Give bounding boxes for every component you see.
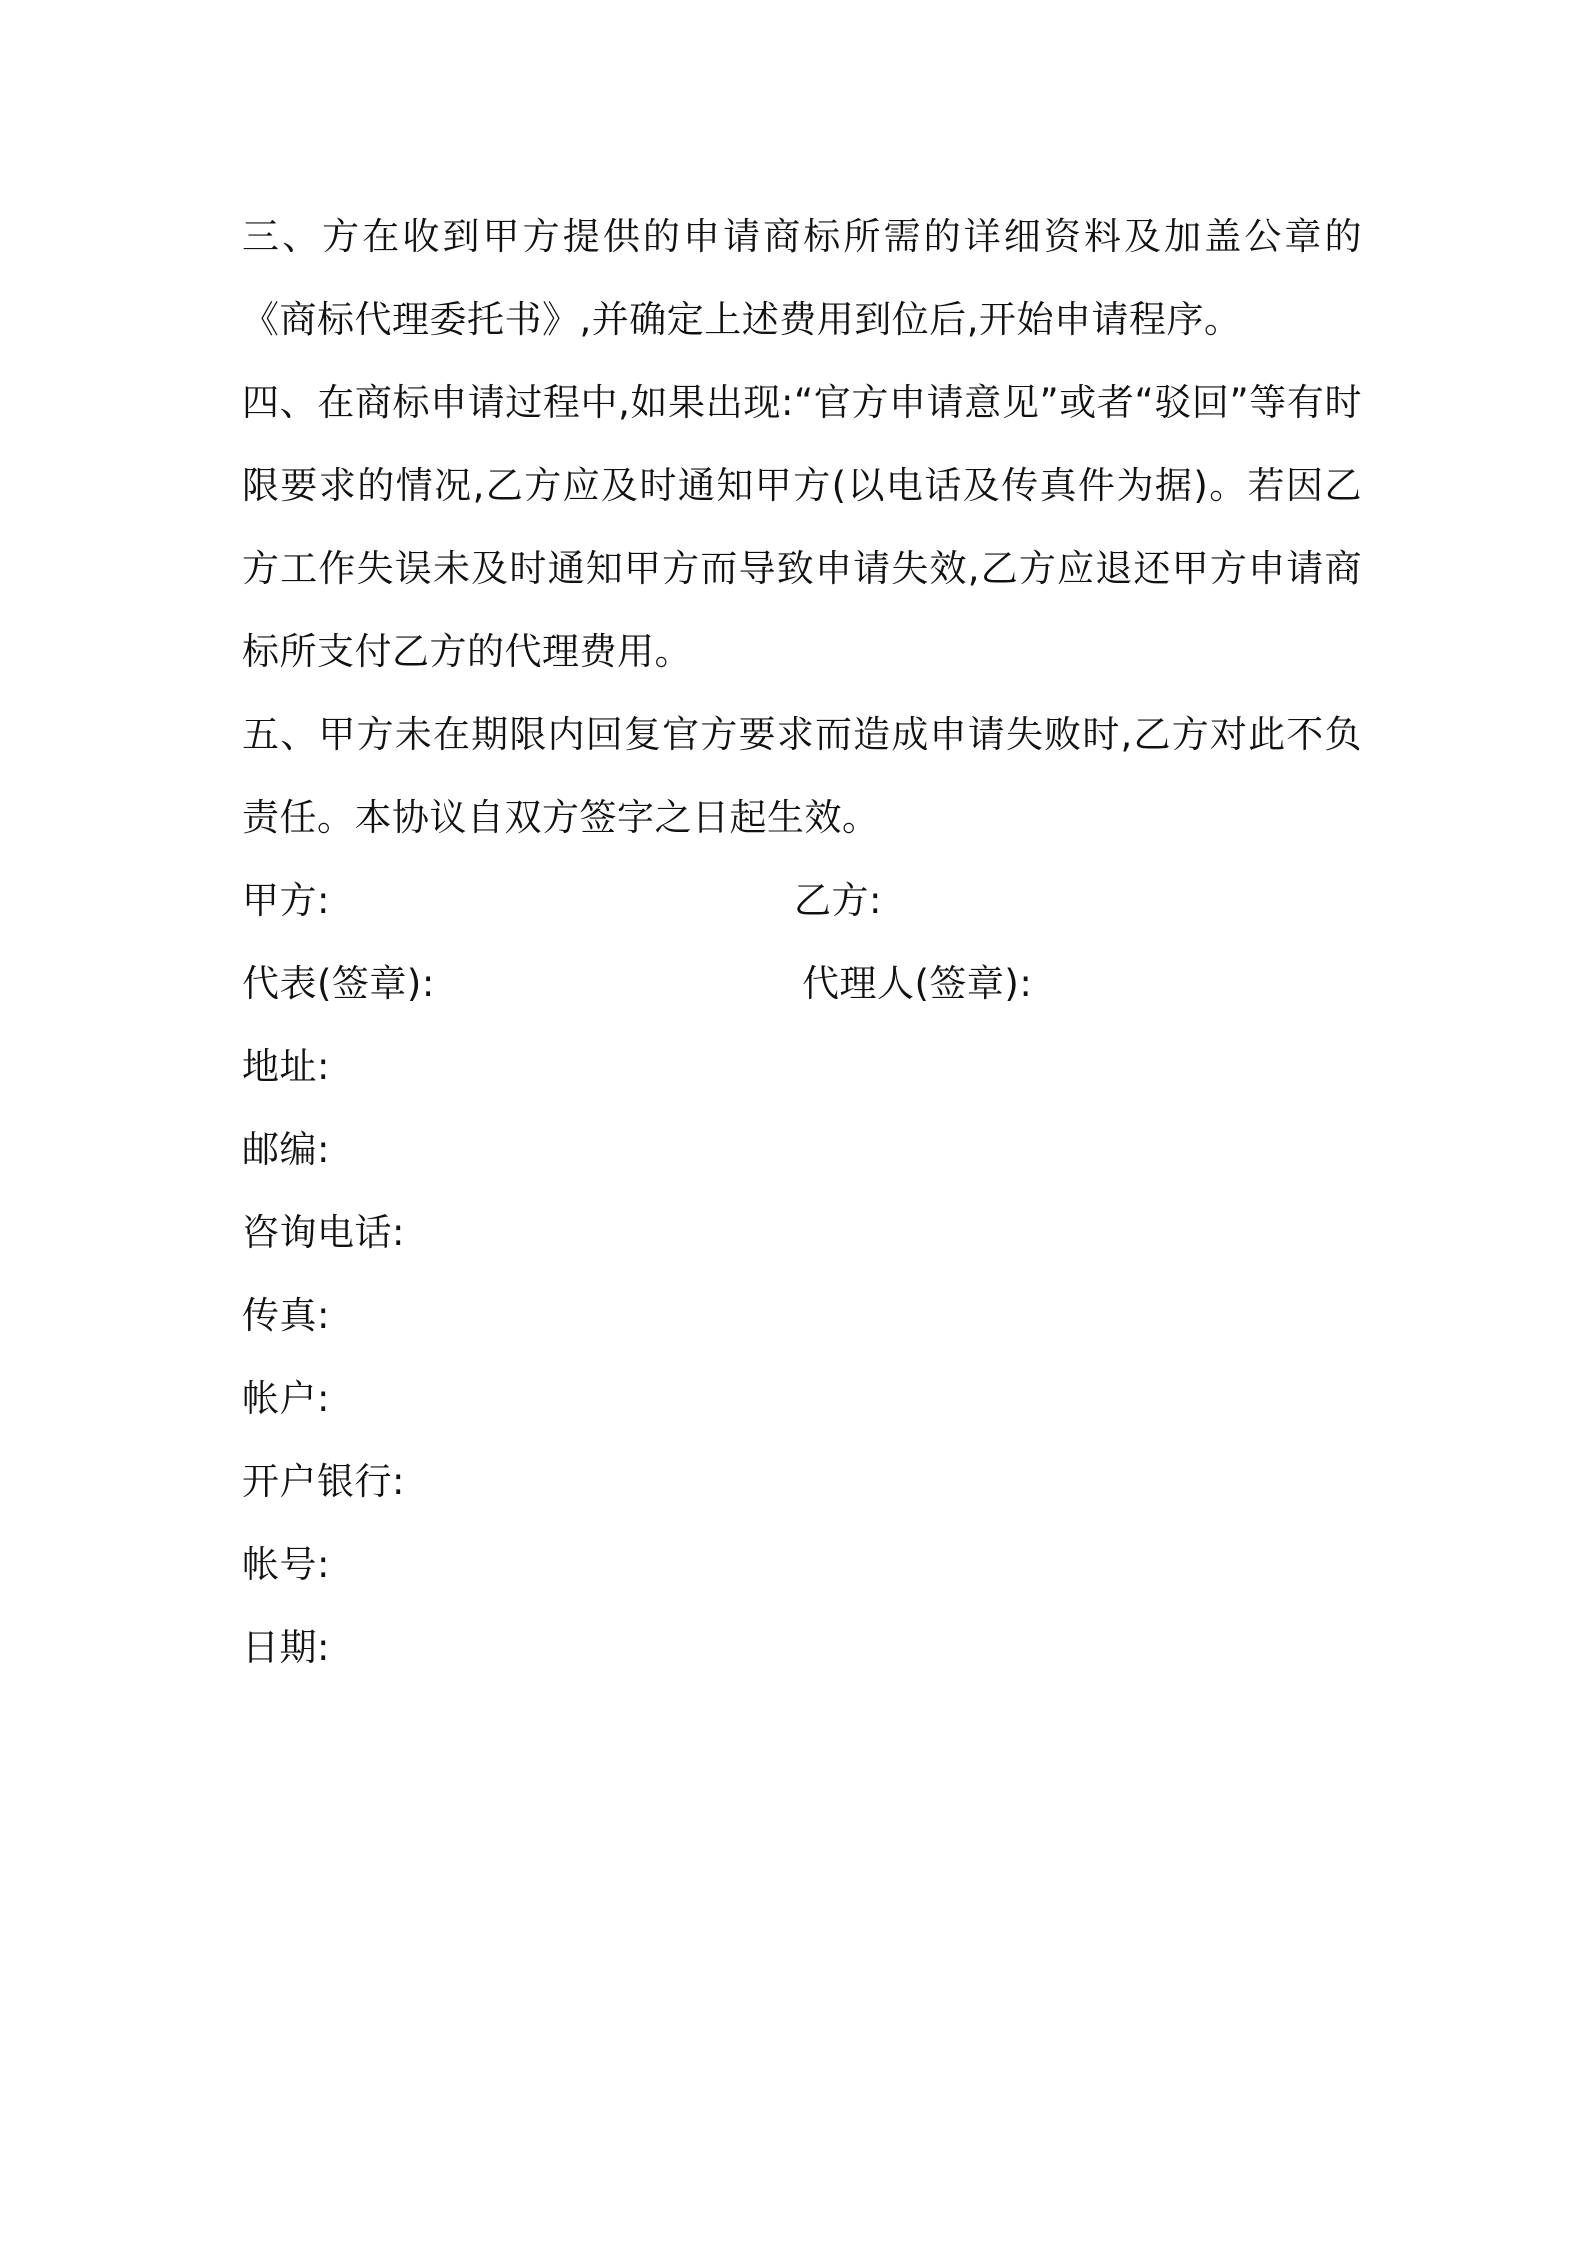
account-holder-field-label: 帐户: [242, 1377, 330, 1420]
clause-3-paragraph: 三、方在收到甲方提供的申请商标所需的详细资料及加盖公章的《商标代理委托书》,并确定上述费用到位后,开始申请程序。 [242, 215, 1362, 341]
party-a-label: 甲方: [242, 879, 330, 922]
date-field-label: 日期: [242, 1626, 330, 1669]
document-body [242, 195, 1362, 1689]
account-number-field-label: 帐号: [242, 1543, 330, 1586]
party-b-label: 乙方: [794, 879, 882, 922]
clause-4-paragraph: 四、在商标申请过程中,如果出现:“官方申请意见”或者“驳回”等有时限要求的情况,乙方应及时通知甲方(以电话及传真件为据)。若因乙方工作失误未及时通知甲方而导致申请失效,乙方应退还甲方申请商标所支付乙方的代理费用。 [242, 381, 1362, 673]
fax-field-label: 传真: [242, 1294, 330, 1337]
bank-field-label: 开户银行: [242, 1460, 405, 1503]
signature-row [242, 942, 1362, 1025]
address-field-label: 地址: [242, 1045, 330, 1088]
party-row [242, 859, 1362, 942]
postcode-field-label: 邮编: [242, 1128, 330, 1171]
agent-signature-label: 代理人(签章): [802, 962, 1033, 1005]
representative-signature-label: 代表(签章): [242, 962, 435, 1005]
phone-field-label: 咨询电话: [242, 1211, 405, 1254]
clause-5-paragraph: 五、甲方未在期限内回复官方要求而造成申请失败时,乙方对此不负责任。本协议自双方签字之日起生效。 [242, 713, 1362, 839]
